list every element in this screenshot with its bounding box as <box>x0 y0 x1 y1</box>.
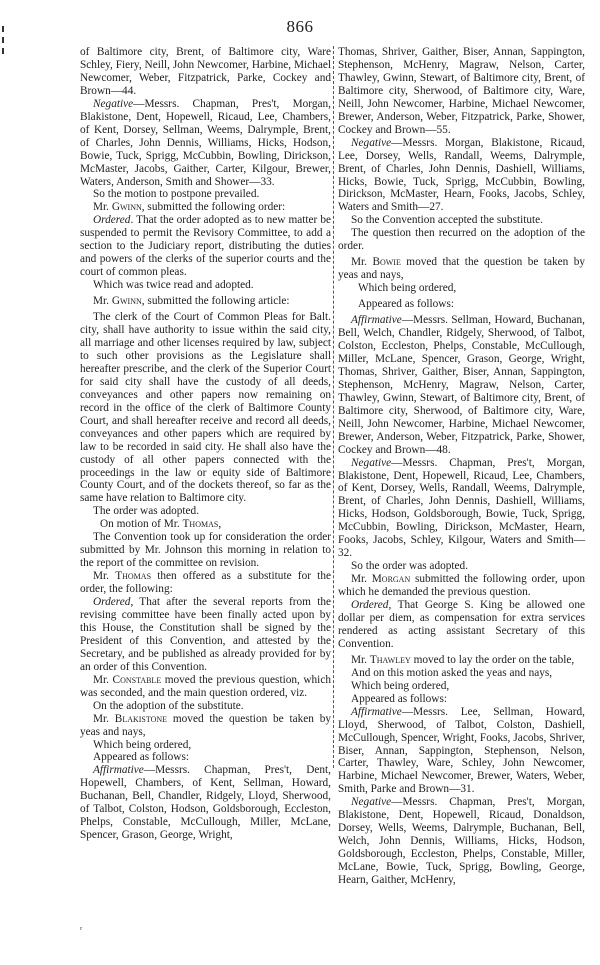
paragraph-text: Appeared as follows: <box>351 692 447 705</box>
paragraph-text: And on this motion asked the yeas and nays, <box>351 666 553 679</box>
paragraph: Mr. Constable moved the previous question, which was seconded, and the main question ordered, viz. <box>80 673 331 699</box>
paragraph <box>338 693 585 706</box>
paragraph <box>80 188 331 201</box>
footer-mark: ᵣ <box>80 921 83 932</box>
member-name: Thomas <box>182 518 219 531</box>
paragraph-text: Which being ordered, <box>93 738 192 751</box>
member-name: Constable <box>112 673 162 686</box>
paragraph-text: then offered as a substitute for the order, the following: <box>80 570 331 596</box>
paragraph <box>80 739 331 752</box>
paragraph-text: The order was adopted. <box>93 505 200 518</box>
paragraph <box>80 311 331 505</box>
paragraph <box>338 214 585 227</box>
member-name: Blakistone <box>114 712 168 725</box>
paragraph-text: moved the previous question, which was seconded, and the main question ordered, viz. <box>80 673 331 699</box>
paragraph-text: Appeared as follows: <box>358 298 454 311</box>
paragraph <box>338 457 585 561</box>
paragraph-text: of Baltimore city, Brent, of Baltimore city, Ware Schley, Fiery, Neill, John Newcomer, Harbine, Michael Newcomer, Weber, Fitzpatrick, Parke, Cockey and Brown—44. <box>80 46 331 97</box>
paragraph <box>338 680 585 693</box>
paragraph-text: moved the question be taken by yeas and nays, <box>80 712 331 738</box>
paragraph <box>338 706 585 797</box>
paragraph <box>80 700 331 713</box>
paragraph-text: , That George S. King be allowed one dollar per diem, as compensation for extra services rendered as acting assistant Secretary of this Convention. <box>338 599 585 650</box>
paragraph: On motion of Mr. Thomas, <box>100 518 222 531</box>
paragraph <box>338 667 585 680</box>
paragraph <box>338 282 585 295</box>
member-name: Bowie <box>372 256 401 269</box>
paragraph-text: On the adoption of the substitute. <box>93 699 244 712</box>
paragraph-text: —Messrs. Sellman, Howard, Buchanan, Bell, Welch, Chandler, Ridgely, Sherwood, of Talbot, Colston, Eccleston, Phelps, Constable, McCullough, Miller, McLane, Spencer, Grason, George, Wright, Thomas, Shriver, Gaither, Biser, Annan, Sappington, Stephenson, McHenry, Magraw, Nelson, Carter, Thawley, Gwinn, Stewart, of Baltimore city, Brent, of Baltimore city, Sherwood, of Baltimore city, Ware, Neill, John Newcomer, Harbine, Michael Newcomer, Brewer, Anderson, Weber, Fitzpatrick, Parke, Shower, Cockey and Brown—48. <box>338 314 585 456</box>
paragraph-text: . That the order adopted as to new matter be suspended to permit the Revisory Committee, to add a section to the Judiciary report, distributing the duties and powers of the clerks of the superior courts and the court of common pleas. <box>80 214 331 279</box>
paragraph-text: , submitted the following article: <box>141 295 290 308</box>
right-column <box>338 46 585 887</box>
paragraph-text: Appeared as follows: <box>93 751 189 764</box>
paragraph <box>80 46 331 98</box>
paragraph <box>80 279 331 292</box>
paragraph-text: Thomas, Shriver, Gaither, Biser, Annan, Sappington, Stephenson, McHenry, Magraw, Nelson, Carter, Thawley, Gwinn, Stewart, of Baltimore city, Brent, of Baltimore city, Sherwood, of Baltimore city, Ware, Neill, John Newcomer, Harbine, Michael Newcomer, Brewer, Anderson, Weber, Fitzpatrick, Parke, Shower, Cockey and Brown—55. <box>338 46 585 136</box>
paragraph-text: The Convention took up for consideration the order submitted by Mr. Johnson this morning in relation to the report of the committee on revision. <box>80 531 331 570</box>
paragraph-text: —Messrs. Chapman, Pres't, Morgan, Blakistone, Dent, Hopewell, Ricaud, Lee, Chambers, of Kent, Dorsey, Wells, Randall, Weems, Dalrymple, Brent, of Charles, John Dennis, Dashiell, Williams, Hicks, Hodson, Goldsborough, Bowie, Tuck, Sprigg, McCubbin, Bowling, Dirickson, McMaster, Hearn, Fooks, Jacobs, Schley, Kilgour, Waters and Smith—32. <box>338 456 585 560</box>
paragraph: Mr. Blakistone moved the question be taken by yeas and nays, <box>80 712 331 738</box>
paragraph <box>338 796 585 887</box>
paragraph-text: —Messrs. Morgan, Blakistone, Ricaud, Lee, Dorsey, Wells, Randall, Weems, Dalrymple, Brent, of Charles, John Dennis, Dashiell, Williams, Hicks, Bowie, Tuck, Sprigg, McCubbin, Bowling, Dirickson, McMaster, Hearn, Fooks, Jacobs, Schley, Waters and Smith—27. <box>338 136 585 214</box>
paragraph: Mr. Bowie moved that the question be taken by yeas and nays, <box>338 256 585 282</box>
vote-label: Negative <box>93 97 134 110</box>
paragraph <box>80 764 331 842</box>
vote-label: Ordered <box>93 214 131 227</box>
paragraph: Mr. Thawley moved to lay the order on the table, <box>351 653 575 666</box>
page-number: 866 <box>286 17 314 36</box>
member-name: Thawley <box>369 653 411 666</box>
column-divider <box>333 46 334 768</box>
paragraph-text: —Messrs. Chapman, Pres't, Morgan, Blakistone, Dent, Hopewell, Ricaud, Lee, Chambers, of Kent, Dorsey, Sellman, Weems, Dalrymple, Brent, of Charles, John Dennis, Williams, Hicks, Hodson, Bowie, Tuck, Sprigg, McCubbin, Bowling, Dirickson, McMaster, Jacobs, Gaither, Carter, Kilgour, Brewer, Waters, Anderson, Smith and Shower—33. <box>80 97 331 188</box>
paragraph-text: moved that the question be taken by yeas and nays, <box>338 256 585 282</box>
member-name: Gwinn <box>111 201 142 214</box>
paragraph-text: The clerk of the Court of Common Pleas for Balt. city, shall have authority to issue within the said city, all marriage and other licenses required by law, subject to such other provisions as the Legislature shall hereafter prescribe, and the clerk of the Superior Court for said city shall have the custody of all deeds, conveyances and other papers now remaining on record in the office of the clerk of Baltimore County Court, and shall hereafter receive and record all deeds, conveyances and other papers which are required by law to be recorded in said city. He shall also have the custody of all other papers connected with the proceedings in the law or equity side of Baltimore County Court, and of the dockets thereof, so far as the same have relation to Baltimore city. <box>80 311 331 505</box>
paragraph: Mr. Morgan submitted the following order, upon which he demanded the previous question. <box>338 573 585 599</box>
paragraph-text: submitted the following order, upon which he demanded the previous question. <box>338 573 585 599</box>
paragraph-text: , That after the several reports from the revising committee have been finally acted upon by this House, the Constitution shall be signed by the President of this Convention, and attested by the Secretary, and be published as already provided for by an order of this Convention. <box>80 596 331 673</box>
paragraph-text: The question then recurred on the adoption of the order. <box>338 227 585 253</box>
paragraph-text: So the Convention accepted the substitute. <box>351 214 544 227</box>
vote-label: Negative <box>351 136 392 149</box>
vote-label: Affirmative <box>351 314 402 327</box>
paragraph <box>338 560 585 573</box>
member-name: Morgan <box>371 573 411 586</box>
paragraph: Mr. Thomas then offered as a substitute for the order, the following: <box>80 570 331 596</box>
paragraph-text: Which being ordered, <box>351 679 450 692</box>
member-name: Thomas <box>115 570 152 583</box>
paragraph-text: Which was twice read and adopted. <box>93 279 254 292</box>
paragraph <box>80 751 331 764</box>
paragraph-text: —Messrs. Chapman, Pres't, Morgan, Blakistone, Dent, Hopewell, Ricaud, Donaldson, Dorsey, Wells, Weems, Dalrymple, Buchanan, Bell, Welch, John Dennis, Williams, Hicks, Hodson, Goldsborough, Eccleston, Phelps, Constable, Miller, McLane, Bowie, Tuck, Sprigg, Bowling, George, Hearn, Gaither, McHenry, <box>338 796 585 887</box>
paragraph-text: , <box>218 518 222 531</box>
paragraph <box>80 531 331 570</box>
paragraph <box>338 227 585 253</box>
vote-label: Affirmative <box>351 705 402 718</box>
paragraph: Mr. Gwinn, submitted the following order: <box>93 201 286 214</box>
vote-label: Affirmative <box>93 764 144 777</box>
paragraph <box>80 98 331 189</box>
paragraph-text: So the order was adopted. <box>351 560 469 573</box>
paragraph <box>338 298 585 311</box>
paragraph <box>338 314 585 456</box>
paragraph <box>80 596 331 674</box>
paragraph <box>338 599 585 651</box>
vote-label: Negative <box>351 796 392 809</box>
vote-label: Ordered <box>93 596 131 609</box>
paragraph <box>80 214 331 279</box>
paragraph-text: —Messrs. Lee, Sellman, Howard, Lloyd, Sherwood, of Talbot, Colston, Dashiell, McCullough, Spencer, Wright, Fooks, Jacobs, Shriver, Biser, Annan, Sappington, Stephenson, Nelson, Carter, Thawley, Ware, Schley, John Newcomer, Harbine, Michael Newcomer, Brewer, Waters, Weber, Smith, Parke and Brown—31. <box>338 705 585 796</box>
vote-label: Negative <box>351 456 392 469</box>
member-name: Gwinn <box>111 295 142 308</box>
paragraph <box>338 46 585 137</box>
paragraph-text: Which being ordered, <box>358 282 457 295</box>
paragraph-text: —Messrs. Chapman, Pres't, Dent, Hopewell, Chambers, of Kent, Sellman, Howard, Buchanan, Bell, Chandler, Ridgely, Lloyd, Sherwood, of Talbot, Colston, Hodson, Goldsborough, Eccleston, Phelps, Constable, McCullough, Miller, McLane, Spencer, Grason, George, Wright, <box>80 764 331 842</box>
paragraph-text: , submitted the following order: <box>141 201 286 214</box>
vote-label: Ordered <box>351 599 389 612</box>
paragraph <box>338 137 585 215</box>
paragraph-text: moved to lay the order on the table, <box>410 653 575 666</box>
paragraph <box>80 505 331 518</box>
left-column <box>80 46 331 842</box>
paragraph-text: So the motion to postpone prevailed. <box>93 188 260 201</box>
paragraph: Mr. Gwinn, submitted the following article: <box>93 295 290 308</box>
